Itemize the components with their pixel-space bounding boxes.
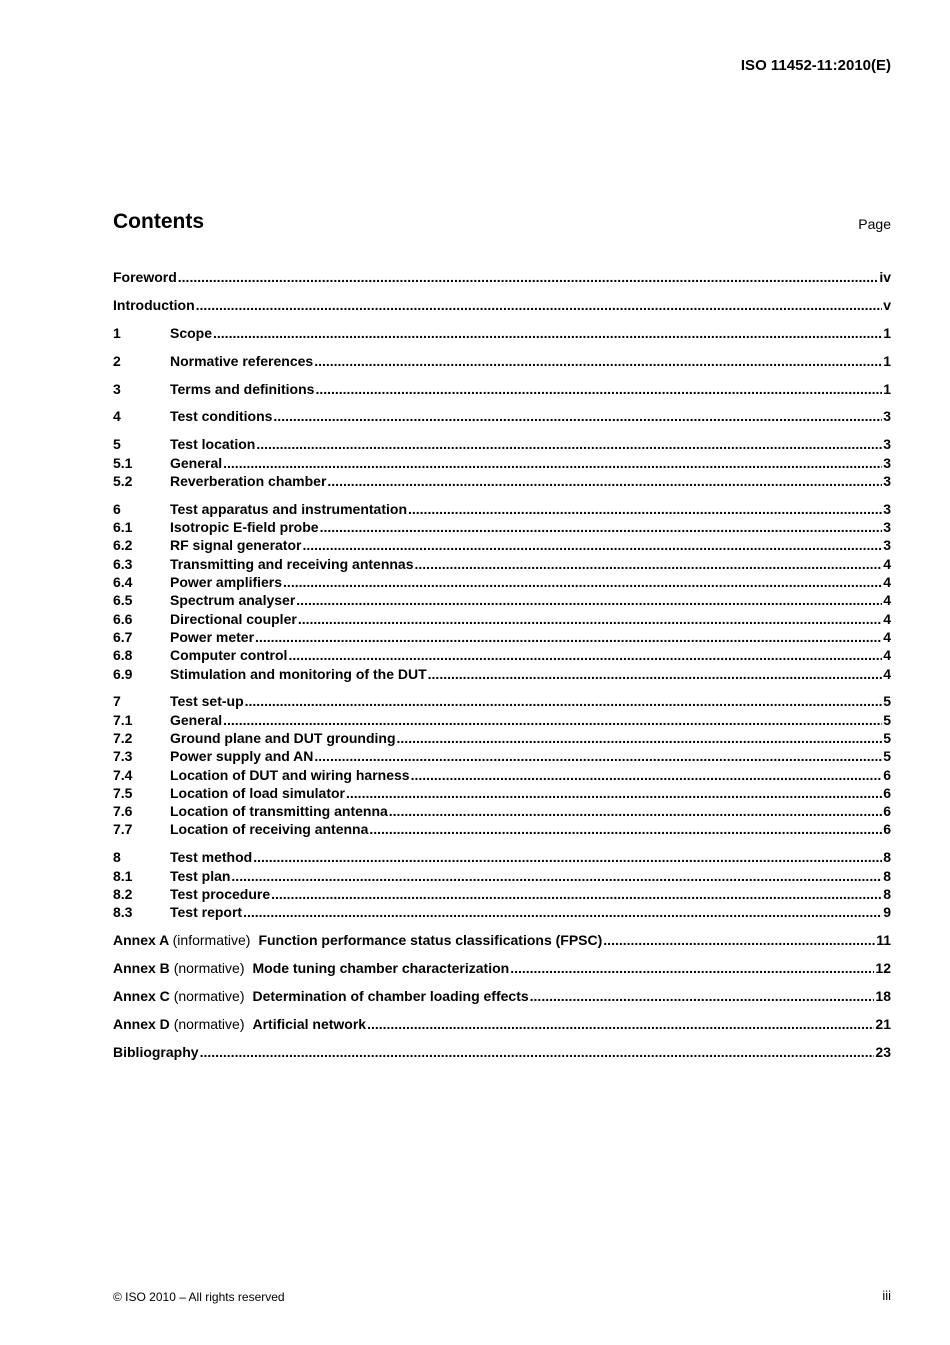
dot-leader [603,931,875,949]
toc-page-number: 6 [883,784,891,801]
section-number: 8.3 [113,904,133,921]
toc-entry[interactable] [113,711,891,729]
section-number: 6.9 [113,665,133,682]
toc-entry[interactable] [113,352,891,370]
annex-type: (informative) [172,932,251,949]
toc-entry-title [113,959,509,977]
annex-label: Annex D [113,1015,170,1032]
contents-heading: Contents [113,210,204,233]
toc-page-number: 4 [883,647,891,664]
toc-entry-title: Scope [170,324,213,341]
dot-leader [288,646,882,664]
toc-page-number: 4 [883,555,891,572]
dot-leader [256,435,882,453]
toc-entry[interactable] [113,1015,891,1033]
section-number: 7.2 [113,729,133,746]
toc-entry[interactable] [113,1043,891,1061]
section-number: 1 [113,324,121,341]
toc-page-number: 1 [883,352,891,369]
toc-page-number: 21 [875,1015,891,1032]
toc-entry-title: Location of receiving antenna [170,821,369,838]
toc-page-number: 12 [875,960,891,977]
toc-entry-title: Isotropic E-field probe [170,519,319,536]
toc-page-number: 4 [883,574,891,591]
section-number: 7.5 [113,784,133,801]
toc-entry[interactable] [113,573,891,591]
dot-leader [397,729,883,747]
toc-entry[interactable] [113,903,891,921]
toc-entry[interactable] [113,380,891,398]
toc-entry[interactable] [113,454,891,472]
toc-page-number: 23 [875,1043,891,1060]
toc-page-number: 9 [883,904,891,921]
toc-entry-title: Location of DUT and wiring harness [170,766,410,783]
toc-entry-title: Power meter [170,628,255,645]
toc-page-number: 3 [883,500,891,517]
annex-label: Annex A [113,932,169,949]
toc-entry[interactable] [113,959,891,977]
dot-leader [510,959,874,977]
toc-page-number: 3 [883,436,891,453]
copyright-notice: © ISO 2010 – All rights reserved [113,1290,285,1304]
toc-entry-title: Transmitting and receiving antennas [170,555,414,572]
dot-leader [315,380,882,398]
dot-leader [178,268,879,286]
toc-page-number: v [883,296,891,313]
toc-entry-title: Reverberation chamber [170,472,327,489]
dot-leader [320,518,883,536]
section-number: 8 [113,849,121,866]
toc-entry-title: Terms and definitions [170,380,315,397]
toc-entry-title: Power supply and AN [170,748,314,765]
annex-type: (normative) [173,1015,245,1032]
section-number: 6.7 [113,628,133,645]
toc-page-number: 3 [883,408,891,425]
toc-entry-title: Bibliography [113,1043,199,1060]
section-number: 3 [113,380,121,397]
toc-page-number: 4 [883,610,891,627]
toc-entry[interactable] [113,784,891,802]
toc-page-number: 3 [883,519,891,536]
toc-page-number: 1 [883,324,891,341]
section-number: 6.4 [113,574,133,591]
section-number: 5.2 [113,472,133,489]
toc-page-number: 6 [883,821,891,838]
toc-entry[interactable] [113,820,891,838]
dot-leader [408,500,882,518]
section-number: 6.8 [113,647,133,664]
dot-leader [253,848,882,866]
toc-entry-title [113,987,529,1005]
section-number: 6 [113,500,121,517]
toc-entry-title: Foreword [113,269,177,285]
dot-leader [298,610,882,628]
page-column-label: Page [858,216,891,232]
dot-leader [223,454,882,472]
dot-leader [296,591,882,609]
toc-entry[interactable] [113,665,891,683]
dot-leader [271,885,882,903]
toc-entry[interactable] [113,407,891,425]
section-number: 7.1 [113,711,133,728]
annex-title: Function performance status classifications (FPSC) [258,932,603,949]
toc-page-number: 4 [883,665,891,682]
toc-entry[interactable] [113,885,891,903]
toc-entry[interactable] [113,324,891,342]
toc-page-number: 5 [883,748,891,765]
section-number: 5 [113,436,121,453]
dot-leader [273,407,882,425]
dot-leader [213,324,882,342]
toc-page-number: 11 [876,932,891,949]
toc-page-number: 4 [883,628,891,645]
toc-page-number: 6 [883,766,891,783]
section-number: 8.1 [113,867,133,884]
section-number: 4 [113,408,121,425]
section-number: 8.2 [113,885,133,902]
toc-page-number: 1 [883,380,891,397]
dot-leader [245,692,883,710]
section-number: 6.5 [113,592,133,609]
section-number: 7.6 [113,803,133,820]
toc-entry[interactable] [113,536,891,554]
toc-page-number: iv [879,269,891,285]
page-number: iii [882,1288,891,1303]
section-number: 6.1 [113,519,133,536]
toc-entry-title: Test conditions [170,408,273,425]
toc-entry-title: Location of transmitting antenna [170,803,388,820]
toc-entry[interactable] [113,802,891,820]
toc-entry-title: General [170,454,223,471]
toc-entry[interactable] [113,729,891,747]
toc-page-number: 6 [883,803,891,820]
toc-entry[interactable] [113,646,891,664]
toc-entry[interactable] [113,987,891,1005]
toc-page-number: 8 [883,849,891,866]
toc-entry[interactable] [113,518,891,536]
dot-leader [415,555,883,573]
dot-leader [243,903,882,921]
toc-entry-title [113,1015,366,1033]
toc-page-number: 5 [883,711,891,728]
toc-page-number: 8 [883,867,891,884]
toc-page-number: 8 [883,885,891,902]
dot-leader [223,711,882,729]
toc-entry-title: Test set-up [170,693,244,710]
section-number: 7.7 [113,821,133,838]
dot-leader [428,665,883,683]
dot-leader [314,352,882,370]
toc-entry[interactable] [113,555,891,573]
annex-title: Artificial network [252,1015,367,1032]
toc-entry[interactable] [113,500,891,518]
toc-page-number: 4 [883,592,891,609]
section-number: 7 [113,693,121,710]
section-number: 6.3 [113,555,133,572]
toc-page-number: 3 [883,472,891,489]
toc-entry[interactable] [113,610,891,628]
toc-entry-title: Directional coupler [170,610,297,627]
toc-page-number: 3 [883,454,891,471]
dot-leader [196,296,883,314]
toc-entry[interactable] [113,692,891,710]
dot-leader [255,628,882,646]
toc-entry-title: Computer control [170,647,288,664]
dot-leader [283,573,882,591]
dot-leader [314,747,882,765]
toc-page-number: 18 [875,987,891,1004]
dot-leader [389,802,882,820]
toc-entry[interactable] [113,591,891,609]
dot-leader [411,766,883,784]
toc-entry-title: Ground plane and DUT grounding [170,729,396,746]
toc-entry-title: Test report [170,904,243,921]
annex-label: Annex B [113,960,170,977]
toc-entry-title: Power amplifiers [170,574,283,591]
toc-entry-title: Stimulation and monitoring of the DUT [170,665,427,682]
toc-entry-title: Test location [170,436,256,453]
toc-entry-title: Test method [170,849,253,866]
dot-leader [327,472,882,490]
toc-entry-title: Test plan [170,867,231,884]
toc-page-number: 5 [883,693,891,710]
annex-title: Mode tuning chamber characterization [252,960,510,977]
dot-leader [302,536,882,554]
section-number: 7.4 [113,766,133,783]
annex-label: Annex C [113,987,170,1004]
document-id: ISO 11452-11:2010(E) [740,57,891,74]
toc-entry[interactable] [113,296,891,314]
toc-page-number: 3 [883,537,891,554]
section-number: 5.1 [113,454,133,471]
dot-leader [200,1043,875,1061]
toc-entry[interactable] [113,747,891,765]
dot-leader [367,1015,874,1033]
toc-entry-title: Introduction [113,296,195,313]
toc-entry[interactable] [113,268,891,286]
annex-type: (normative) [173,960,245,977]
toc-entry[interactable] [113,766,891,784]
toc-entry-title: Normative references [170,352,314,369]
toc-entry-title: Test apparatus and instrumentation [170,500,407,517]
toc-entry-title: General [170,711,223,728]
dot-leader [231,867,882,885]
toc-entry-title: Spectrum analyser [170,592,296,609]
section-number: 2 [113,352,121,369]
toc-entry-title: Location of load simulator [170,784,346,801]
dot-leader [530,987,875,1005]
toc-entry-title: RF signal generator [170,537,302,554]
section-number: 7.3 [113,748,133,765]
toc-entry[interactable] [113,931,891,949]
toc-entry-title [113,931,602,949]
section-number: 6.2 [113,537,133,554]
dot-leader [369,820,882,838]
toc-entry[interactable] [113,867,891,885]
toc-entry[interactable] [113,628,891,646]
toc-page-number: 5 [883,729,891,746]
annex-title: Determination of chamber loading effects [252,987,529,1004]
section-number: 6.6 [113,610,133,627]
dot-leader [346,784,882,802]
toc-entry[interactable] [113,472,891,490]
toc-entry-title: Test procedure [170,885,271,902]
table-of-contents [113,268,891,1061]
annex-type: (normative) [173,987,245,1004]
toc-entry[interactable] [113,848,891,866]
toc-entry[interactable] [113,435,891,453]
